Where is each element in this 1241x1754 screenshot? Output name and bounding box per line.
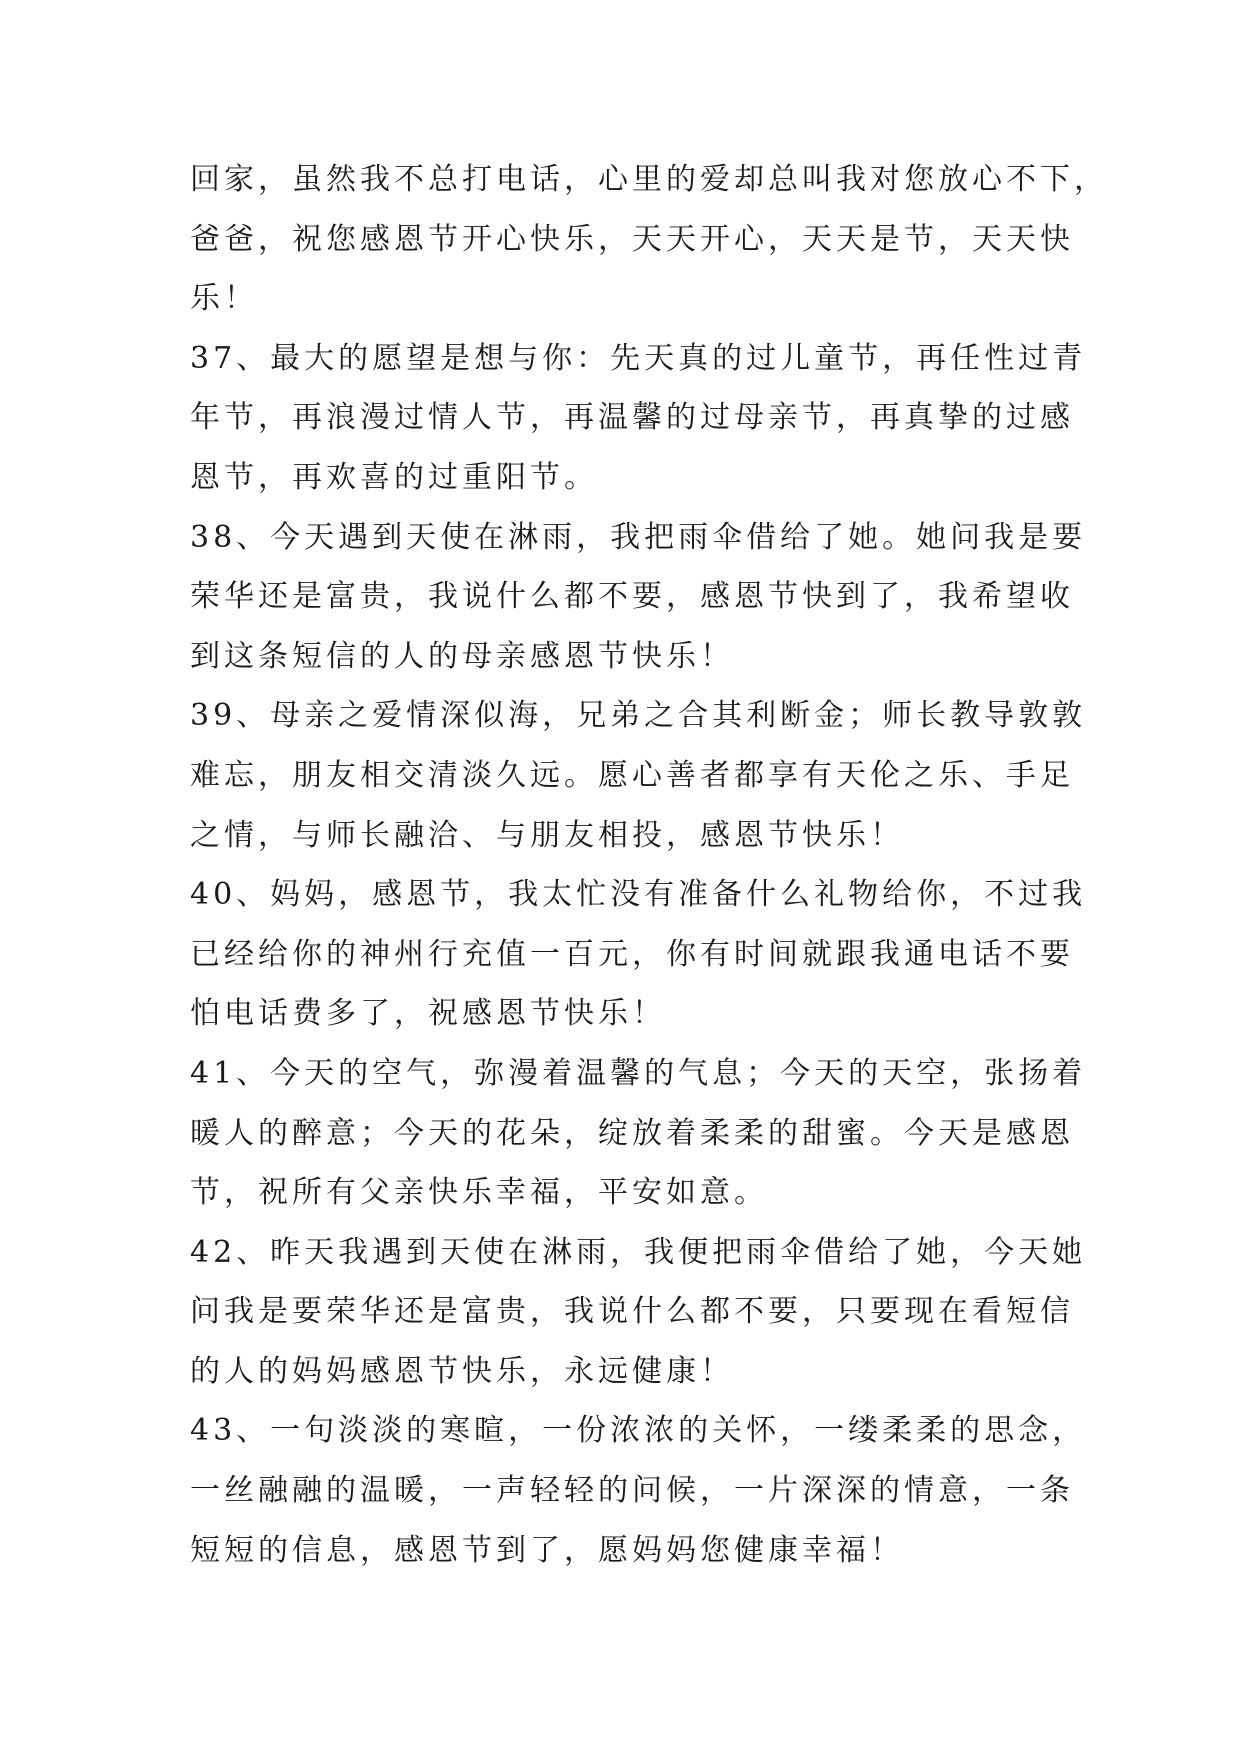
text-line: 回家，虽然我不总打电话，心里的爱却总叫我对您放心不下， [190,162,1108,197]
text-line: 之情，与师长融洽、与朋友相投，感恩节快乐！ [190,817,904,853]
text-line: 节，祝所有父亲快乐幸福，平安如意。 [190,1175,768,1211]
item-42-line: 42、昨天我遇到天使在淋雨，我便把雨伞借给了她，今天她 [190,1234,1087,1270]
text-line: 年节，再浪漫过情人节，再温馨的过母亲节，再真挚的过感 [190,400,1074,436]
text-line: 短短的信息，感恩节到了，愿妈妈您健康幸福！ [190,1532,904,1568]
text-line: 已经给你的神州行充值一百元，你有时间就跟我通电话不要 [190,936,1074,972]
text-line: 到这条短信的人的母亲感恩节快乐！ [190,638,734,674]
item-43-line: 43、一句淡淡的寒暄，一份浓浓的关怀，一缕柔柔的思念， [190,1413,1087,1449]
document-page [190,150,1108,1580]
text-line: 恩节，再欢喜的过重阳节。 [190,459,598,495]
text-line: 问我是要荣华还是富贵，我说什么都不要，只要现在看短信 [190,1294,1074,1330]
text-line: 一丝融融的温暖，一声轻轻的问候，一片深深的情意，一条 [190,1473,1074,1509]
text-line: 乐！ [190,281,258,317]
text-line: 难忘，朋友相交清淡久远。愿心善者都享有天伦之乐、手足 [190,757,1074,793]
text-line: 的人的妈妈感恩节快乐，永远健康！ [190,1353,734,1389]
text-line: 暖人的醉意；今天的花朵，绽放着柔柔的甜蜜。今天是感恩 [190,1115,1074,1151]
text-line: 荣华还是富贵，我说什么都不要，感恩节快到了，我希望收 [190,579,1074,615]
item-41-line: 41、今天的空气，弥漫着温馨的气息；今天的天空，张扬着 [190,1055,1087,1091]
item-40-line: 40、妈妈，感恩节，我太忙没有准备什么礼物给你，不过我 [190,877,1087,913]
item-37-line: 37、最大的愿望是想与你：先天真的过儿童节，再任性过青 [190,340,1087,376]
text-line: 怕电话费多了，祝感恩节快乐！ [190,996,666,1032]
text-line: 爸爸，祝您感恩节开心快乐，天天开心，天天是节，天天快 [190,221,1074,257]
item-39-line: 39、母亲之爱情深似海，兄弟之合其利断金；师长教导敦敦 [190,698,1087,734]
item-38-line: 38、今天遇到天使在淋雨，我把雨伞借给了她。她问我是要 [190,519,1087,555]
